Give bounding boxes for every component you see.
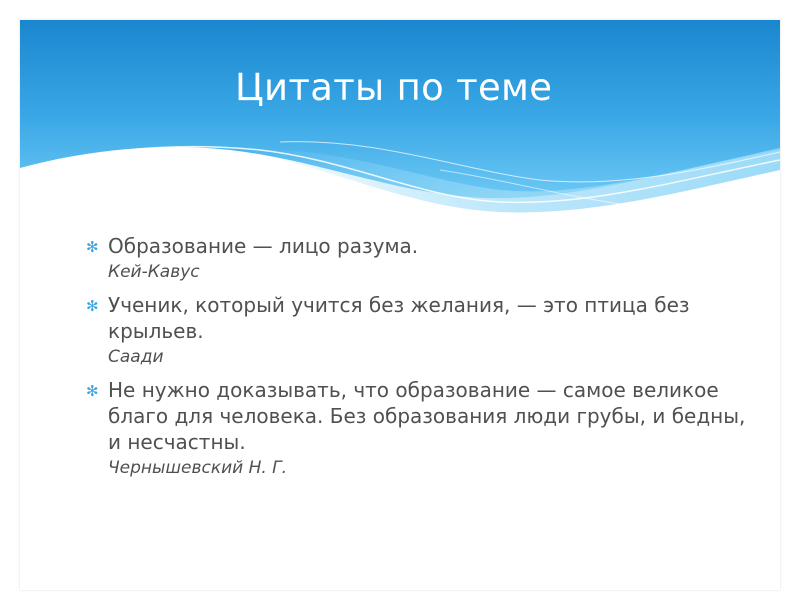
quote-text: Не нужно доказывать, что образование — самое великое благо для человека. Без образования люди грубы, и бедны, и несчастны. [108, 378, 746, 454]
header-wave-background [20, 20, 780, 220]
quote-text: Ученик, который учится без желания, — это птица без крыльев. [108, 293, 690, 343]
asterisk-icon: ✻ [86, 297, 99, 315]
quote-text: Образование — лицо разума. [108, 234, 419, 258]
quote-author: Кей-Кавус [108, 262, 200, 282]
asterisk-icon: ✻ [86, 238, 99, 256]
slide [20, 20, 780, 590]
quote-item [86, 377, 746, 481]
quote-author: Чернышевский Н. Г. [108, 458, 288, 478]
quote-item [86, 233, 746, 285]
slide-title: Цитаты по теме [235, 66, 553, 109]
quote-list [86, 233, 746, 488]
asterisk-icon: ✻ [86, 382, 99, 400]
quote-item [86, 292, 746, 370]
quote-author: Саади [108, 347, 164, 367]
